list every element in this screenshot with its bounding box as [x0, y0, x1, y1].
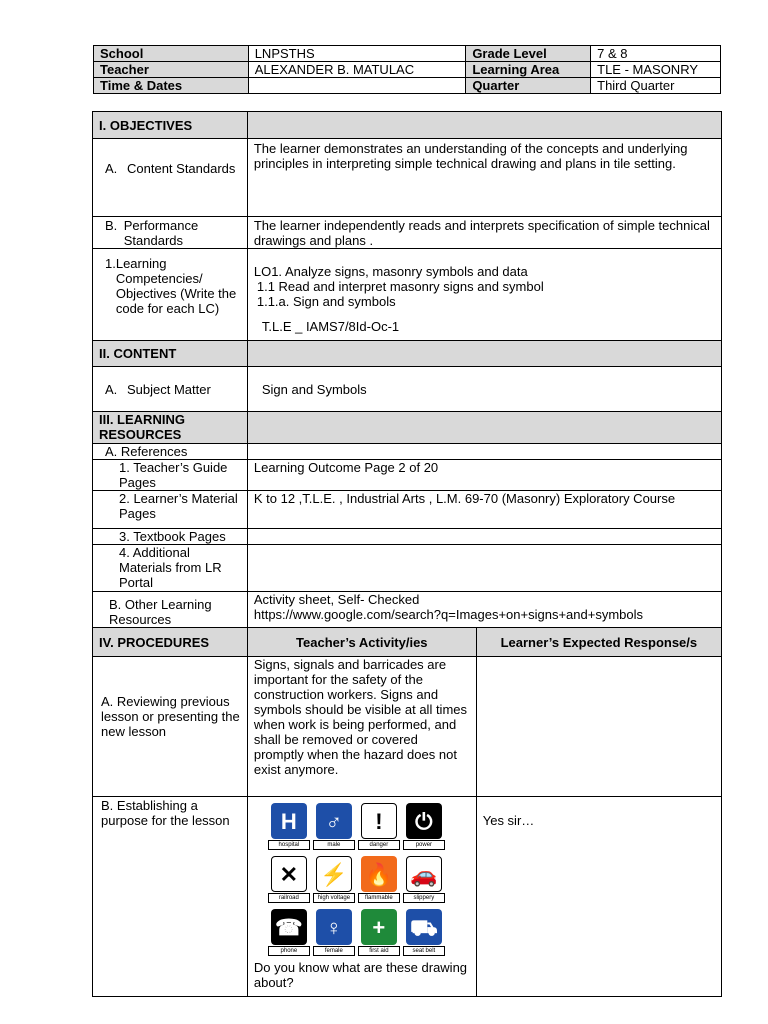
performance-standards-letter: B.	[105, 218, 118, 233]
grade-level-value: 7 & 8	[591, 46, 721, 62]
safety-sign	[358, 803, 400, 850]
safety-sign	[403, 909, 445, 956]
content-heading-fill	[247, 341, 721, 367]
power-icon: ⏻	[406, 803, 442, 839]
textbook-pages-text	[247, 529, 721, 545]
objectives-heading-fill	[247, 112, 721, 139]
other-resources-text	[247, 592, 721, 628]
header-table	[93, 45, 721, 94]
safety-sign	[358, 909, 400, 956]
lesson-plan-table	[92, 111, 722, 997]
other-resources-link[interactable]: https://www.google.com/search?q=Images+on+signs+and+symbols	[253, 607, 644, 622]
sign-caption: seat belt	[403, 946, 445, 956]
other-resources-line-1: Activity sheet, Self- Checked	[253, 592, 420, 607]
other-resources-label: B. Other Learning Resources	[93, 592, 248, 628]
content-standards-label	[93, 139, 248, 217]
additional-materials-label: 4. Additional Materials from LR Portal	[93, 545, 248, 592]
safety-signs-grid	[268, 803, 470, 956]
railroad-icon: ✕	[271, 856, 307, 892]
reviewing-lesson-label: A. Reviewing previous lesson or presenting the new lesson	[93, 657, 248, 797]
learning-area-value: TLE - MASONRY	[591, 62, 721, 78]
grade-level-label: Grade Level	[466, 46, 591, 62]
content-standards-text-label: Content Standards	[127, 161, 236, 176]
safety-sign	[268, 909, 310, 956]
sign-caption: first aid	[358, 946, 400, 956]
performance-standards-text: The learner independently reads and interprets specification of simple technical drawings and plans .	[247, 217, 721, 249]
time-dates-value	[248, 78, 466, 94]
lc-line-1: LO1. Analyze signs, masonry symbols and data	[253, 264, 528, 279]
seat-belt-icon: ⛟	[406, 909, 442, 945]
safety-sign	[313, 803, 355, 850]
procedures-heading: IV. PROCEDURES	[93, 628, 248, 657]
sign-caption: high voltage	[313, 893, 355, 903]
performance-standards-label	[93, 217, 248, 249]
safety-sign	[358, 856, 400, 903]
learning-competencies-text	[247, 249, 721, 341]
teachers-guide-text: Learning Outcome Page 2 of 20	[247, 460, 721, 491]
learners-material-label: 2. Learner’s Material Pages	[93, 491, 248, 529]
objectives-heading: I. OBJECTIVES	[93, 112, 248, 139]
sign-caption: power	[403, 840, 445, 850]
sign-caption: male	[313, 840, 355, 850]
safety-sign	[403, 856, 445, 903]
additional-materials-text	[247, 545, 721, 592]
sign-caption: flammable	[358, 893, 400, 903]
textbook-pages-label: 3. Textbook Pages	[93, 529, 248, 545]
reviewing-lesson-teacher-text: Signs, signals and barricades are important for the safety of the construction workers. Signs and symbols should be visible at all times when work is being performed, and shall be removed or covered promptly when the hazard does not exist anymore.	[247, 657, 476, 797]
subject-matter-text: Sign and Symbols	[247, 367, 721, 412]
lc-line-3: 1.1.a. Sign and symbols	[256, 294, 396, 309]
safety-sign	[403, 803, 445, 850]
teacher-value: ALEXANDER B. MATULAC	[248, 62, 466, 78]
content-heading: II. CONTENT	[93, 341, 248, 367]
subject-matter-text-label: Subject Matter	[127, 381, 211, 397]
lc-code: T.L.E _ IAMS7/8Id-Oc-1	[261, 319, 400, 334]
references-text	[247, 444, 721, 460]
teacher-label: Teacher	[94, 62, 249, 78]
teacher-activity-header: Teacher’s Activity/ies	[247, 628, 476, 657]
subject-matter-label	[93, 367, 248, 412]
sign-caption: female	[313, 946, 355, 956]
safety-sign	[313, 856, 355, 903]
flammable-icon: 🔥	[361, 856, 397, 892]
male-icon: ♂	[316, 803, 352, 839]
performance-standards-text-label: Performance Standards	[123, 218, 199, 248]
learning-competencies-text-label: Learning Competencies/ Objectives (Write the code for each LC)	[115, 256, 237, 316]
sign-caption: danger	[358, 840, 400, 850]
school-label: School	[94, 46, 249, 62]
first-aid-icon: +	[361, 909, 397, 945]
content-standards-letter: A.	[105, 161, 118, 176]
learning-resources-heading: III. LEARNING RESOURCES	[93, 412, 248, 444]
learning-area-label: Learning Area	[466, 62, 591, 78]
female-icon: ♀	[316, 909, 352, 945]
learning-resources-heading-fill	[247, 412, 721, 444]
quarter-value: Third Quarter	[591, 78, 721, 94]
sign-caption: phone	[268, 946, 310, 956]
learning-competencies-number: 1.	[105, 256, 116, 271]
purpose-lesson-label: B. Establishing a purpose for the lesson	[93, 797, 248, 997]
safety-sign	[268, 803, 310, 850]
sign-caption: hospital	[268, 840, 310, 850]
school-value: LNPSTHS	[248, 46, 466, 62]
purpose-lesson-learner-text: Yes sir…	[476, 797, 721, 997]
safety-sign	[268, 856, 310, 903]
references-label: A. References	[93, 444, 248, 460]
learning-competencies-label	[93, 249, 248, 341]
safety-sign	[313, 909, 355, 956]
lc-line-2: 1.1 Read and interpret masonry signs and symbol	[256, 279, 544, 294]
purpose-question: Do you know what are these drawing about?	[253, 960, 468, 990]
sign-caption: railroad	[268, 893, 310, 903]
danger-icon: !	[361, 803, 397, 839]
time-dates-label: Time & Dates	[94, 78, 249, 94]
sign-caption: slippery	[403, 893, 445, 903]
learners-material-text: K to 12 ,T.L.E. , Industrial Arts , L.M. 69-70 (Masonry) Exploratory Course	[247, 491, 721, 529]
purpose-lesson-teacher-cell	[247, 797, 476, 997]
phone-icon: ☎	[271, 909, 307, 945]
reviewing-lesson-learner-text	[476, 657, 721, 797]
high-voltage-icon: ⚡	[316, 856, 352, 892]
subject-matter-letter: A.	[105, 381, 118, 397]
content-standards-text: The learner demonstrates an understanding of the concepts and underlying principles in interpreting simple technical drawing and plans in tile setting.	[247, 139, 721, 217]
slippery-icon: 🚗	[406, 856, 442, 892]
learner-response-header: Learner’s Expected Response/s	[476, 628, 721, 657]
hospital-icon: H	[271, 803, 307, 839]
teachers-guide-label: 1. Teacher’s Guide Pages	[93, 460, 248, 491]
quarter-label: Quarter	[466, 78, 591, 94]
